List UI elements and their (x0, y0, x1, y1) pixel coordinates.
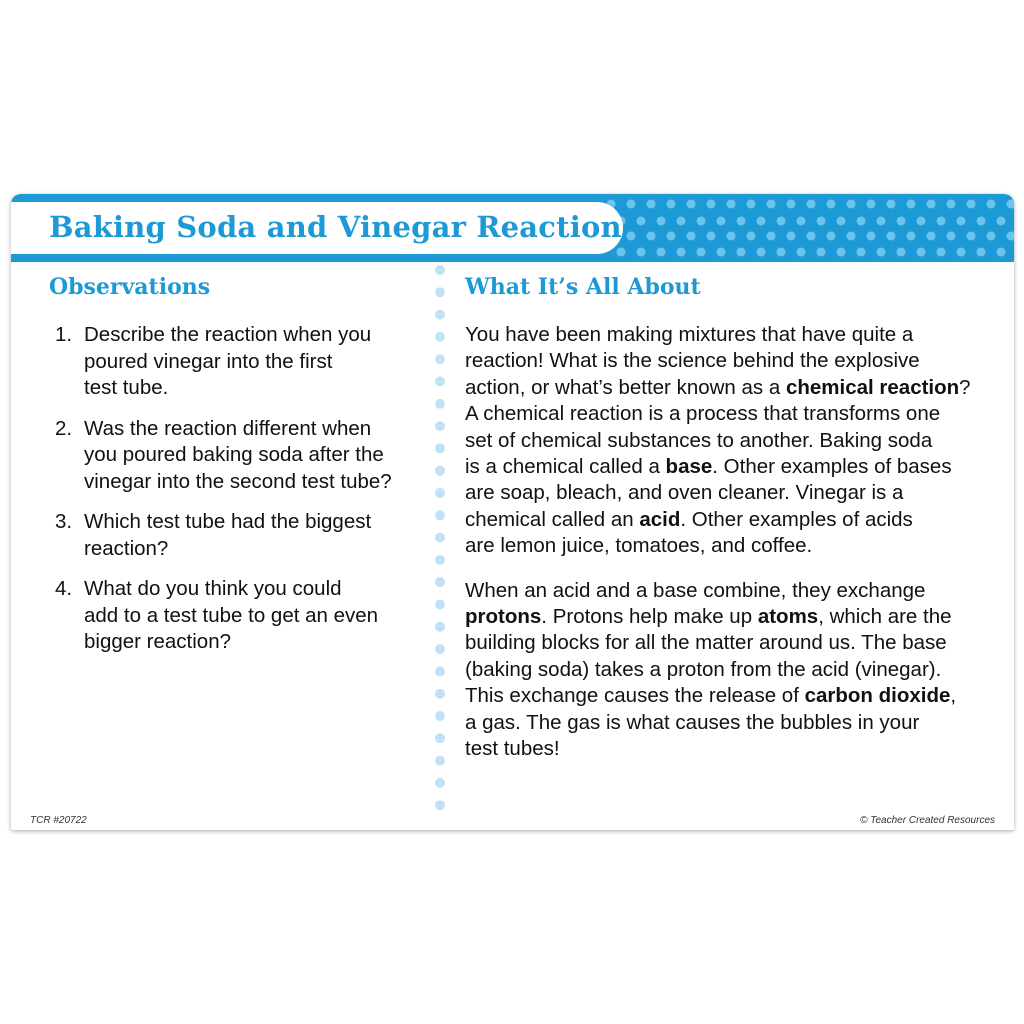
question-line: Describe the reaction when you (84, 323, 372, 346)
banner-dot (857, 217, 866, 226)
banner-dot (617, 248, 626, 257)
question-item (55, 322, 425, 402)
divider-dot (435, 488, 445, 498)
about-body (465, 322, 985, 781)
text-segment: are soap, bleach, and oven cleaner. Vinegar is a (465, 481, 904, 505)
banner-dot (857, 248, 866, 257)
banner-dot (627, 232, 636, 241)
banner-dot (897, 217, 906, 226)
question-line: bigger reaction? (84, 630, 232, 653)
banner-dot (917, 248, 926, 257)
divider-dot (435, 689, 445, 699)
divider-dot (435, 711, 445, 721)
text-segment: reaction! What is the science behind the explosive (465, 349, 920, 373)
text-segment: chemical called an (465, 507, 640, 531)
divider-dot (435, 399, 445, 409)
text-segment: . Protons help make up (541, 605, 758, 629)
banner-dot (637, 248, 646, 257)
question-number: 1. (55, 323, 73, 346)
banner-dot (707, 200, 716, 209)
banner-dot (1007, 200, 1015, 209)
banner-dot (937, 248, 946, 257)
banner-dot (797, 217, 806, 226)
divider-dot (435, 577, 445, 587)
footer-copyright: © Teacher Created Resources (860, 815, 995, 826)
banner-dot (977, 248, 986, 257)
text-segment: are lemon juice, tomatoes, and coffee. (465, 534, 813, 558)
about-paragraph (465, 578, 985, 763)
text-segment: . Other examples of bases (712, 455, 952, 479)
text-segment: a gas. The gas is what causes the bubbles in your (465, 710, 920, 734)
activity-card (11, 194, 1014, 830)
banner-dot (967, 200, 976, 209)
text-segment: A chemical reaction is a process that transforms one (465, 402, 941, 426)
banner-dot (847, 200, 856, 209)
banner-dot (817, 217, 826, 226)
key-term: acid (639, 507, 681, 531)
divider-dot (435, 600, 445, 610)
banner-dot (927, 232, 936, 241)
key-term: protons (465, 605, 542, 629)
text-segment: action, or what’s better known as a (465, 375, 786, 399)
banner-dot (677, 217, 686, 226)
banner-dot (717, 248, 726, 257)
divider-dot (435, 666, 445, 676)
banner-dot (727, 200, 736, 209)
banner-dot (867, 200, 876, 209)
banner-dot (797, 248, 806, 257)
text-segment: When an acid and a base combine, they exchange (465, 578, 926, 602)
question-item (55, 576, 425, 656)
question-number: 4. (55, 577, 73, 600)
divider-dot (435, 443, 445, 453)
banner-dot (827, 232, 836, 241)
divider-dot (435, 622, 445, 632)
question-line: Was the reaction different when (84, 416, 372, 440)
divider-dot (435, 265, 445, 275)
text-segment: set of chemical substances to another. Baking soda (465, 428, 933, 452)
text-segment: . Other examples of acids (680, 507, 913, 531)
banner-dot (927, 200, 936, 209)
divider-dot (435, 644, 445, 654)
key-term: carbon dioxide (804, 684, 951, 708)
divider-dot (435, 287, 445, 297)
banner-dot (997, 217, 1006, 226)
banner-dot (697, 248, 706, 257)
banner-dot (877, 217, 886, 226)
banner-dot (997, 248, 1006, 257)
banner-dot (787, 232, 796, 241)
divider-dot (435, 756, 445, 766)
text-segment: This exchange causes the release of (465, 684, 805, 708)
banner-dot (967, 232, 976, 241)
divider-dot (435, 377, 445, 387)
banner-dot (907, 232, 916, 241)
card-title: Baking Soda and Vinegar Reaction (49, 210, 622, 244)
banner-dot (897, 248, 906, 257)
banner-dot (677, 248, 686, 257)
text-segment: (baking soda) takes a proton from the acid (vinegar). (465, 657, 942, 681)
banner-dot (767, 232, 776, 241)
text-segment: , (950, 684, 957, 708)
text-segment: is a chemical called a (465, 455, 666, 479)
question-line: reaction? (84, 536, 169, 560)
banner-dot (757, 217, 766, 226)
banner-dot (647, 232, 656, 241)
banner-dot (947, 232, 956, 241)
banner-dot (907, 200, 916, 209)
banner-dot (877, 248, 886, 257)
banner-dot (727, 232, 736, 241)
divider-dot (435, 555, 445, 565)
banner-dot (837, 248, 846, 257)
banner-dot (767, 200, 776, 209)
banner-dot (777, 248, 786, 257)
text-segment: , which are the (818, 605, 952, 629)
about-heading: What It’s All About (465, 274, 701, 300)
text-segment: You have been making mixtures that have quite a (465, 323, 914, 346)
text-segment: test tubes! (465, 737, 560, 761)
banner-dot (747, 200, 756, 209)
key-term: base (665, 455, 713, 479)
banner-dot (667, 232, 676, 241)
banner-dot (817, 248, 826, 257)
banner-dot (637, 217, 646, 226)
banner-dot (647, 200, 656, 209)
banner-dot (987, 200, 996, 209)
banner-dot (957, 248, 966, 257)
banner-dot (867, 232, 876, 241)
banner-dot (847, 232, 856, 241)
banner-dot (837, 217, 846, 226)
question-line: Which test tube had the biggest (84, 510, 372, 533)
banner-dot (667, 200, 676, 209)
divider-dot (435, 310, 445, 320)
question-line: you poured baking soda after the (84, 443, 384, 466)
banner-dot (807, 200, 816, 209)
banner-dot (737, 248, 746, 257)
banner-dot (777, 217, 786, 226)
question-line: What do you think you could (84, 577, 342, 600)
divider-dot (435, 510, 445, 520)
key-term: chemical reaction (785, 375, 960, 399)
banner-dot (757, 248, 766, 257)
banner-dot (917, 217, 926, 226)
question-item (55, 509, 425, 562)
divider-dot (435, 421, 445, 431)
banner-dot (657, 217, 666, 226)
question-number: 2. (55, 416, 73, 440)
banner-dot (807, 232, 816, 241)
banner-dot (787, 200, 796, 209)
divider-dot (435, 332, 445, 342)
banner-dot (1007, 232, 1015, 241)
observations-heading: Observations (49, 274, 211, 300)
divider-dot (435, 733, 445, 743)
banner-dot (957, 217, 966, 226)
question-line: test tube. (84, 376, 169, 399)
banner-dot (737, 217, 746, 226)
banner-dot (627, 200, 636, 209)
banner-dot (937, 217, 946, 226)
banner-dot (827, 200, 836, 209)
observation-questions (55, 322, 425, 670)
text-segment: ? (959, 375, 971, 399)
title-pill (11, 202, 623, 254)
text-segment: building blocks for all the matter around us. The base (465, 631, 947, 655)
divider-dot (435, 533, 445, 543)
banner-dot (717, 217, 726, 226)
divider-dot (435, 778, 445, 788)
banner-dot (887, 232, 896, 241)
banner-dot (887, 200, 896, 209)
banner-dot (707, 232, 716, 241)
banner-dot (697, 217, 706, 226)
key-term: atoms (757, 605, 819, 629)
divider-dot (435, 800, 445, 810)
footer-product-code: TCR #20722 (30, 815, 87, 826)
divider-dot (435, 466, 445, 476)
banner-dot (947, 200, 956, 209)
banner-dot (687, 200, 696, 209)
banner-dot (657, 248, 666, 257)
question-line: add to a test tube to get an even (84, 603, 379, 627)
question-item (55, 416, 425, 496)
banner-dot (747, 232, 756, 241)
banner-dot (987, 232, 996, 241)
banner-dot (687, 232, 696, 241)
question-line: vinegar into the second test tube? (84, 469, 392, 493)
dotted-divider (432, 264, 448, 824)
question-number: 3. (55, 510, 73, 533)
title-banner (11, 194, 1014, 262)
about-paragraph (465, 322, 985, 560)
banner-dot (977, 217, 986, 226)
question-line: poured vinegar into the first (84, 349, 333, 373)
divider-dot (435, 354, 445, 364)
